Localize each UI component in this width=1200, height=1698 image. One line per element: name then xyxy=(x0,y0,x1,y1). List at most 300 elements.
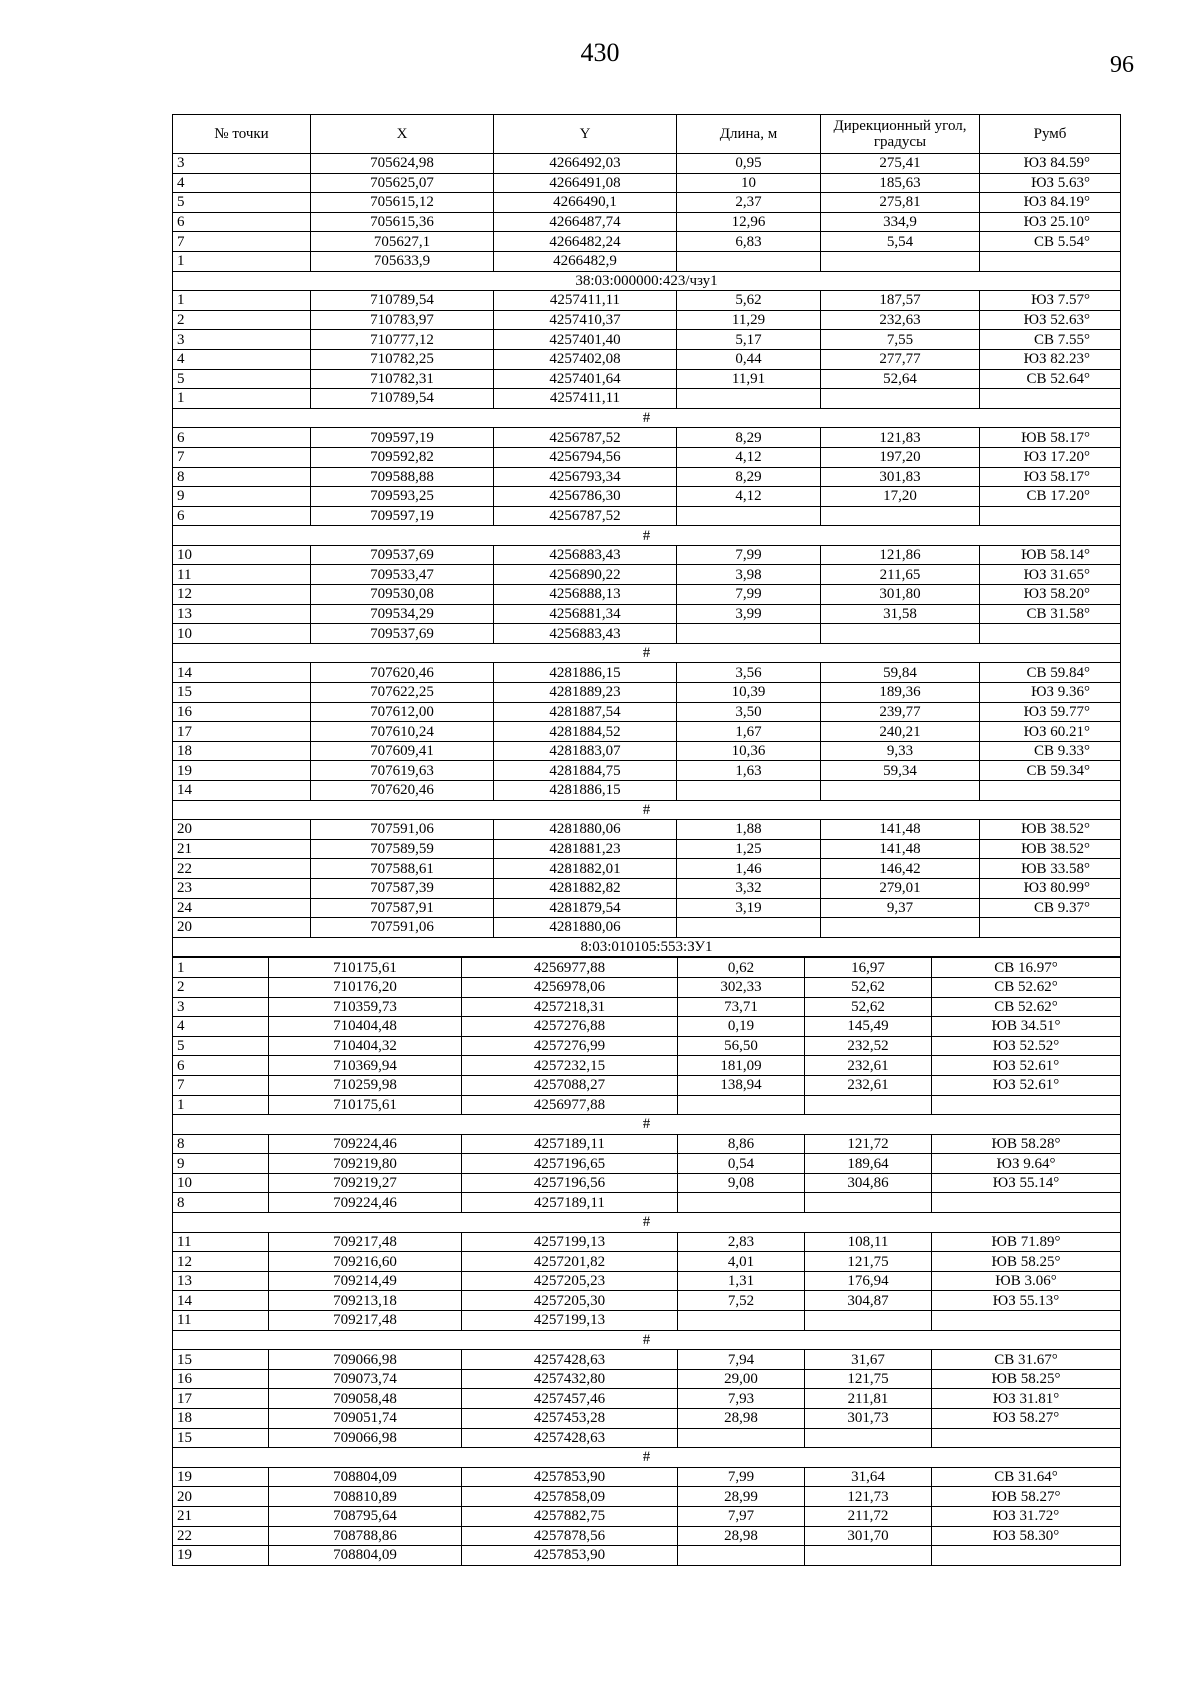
length-cell: 12,96 xyxy=(677,212,821,232)
length-cell: 3,19 xyxy=(677,898,821,918)
rumb-cell: ЮЗ 9.36° xyxy=(980,683,1121,703)
direction-angle-cell: 211,65 xyxy=(821,565,980,585)
rumb-cell: ЮЗ 52.52° xyxy=(932,1036,1121,1056)
rumb-cell: СВ 59.84° xyxy=(980,663,1121,683)
point-number-cell: 14 xyxy=(173,1291,269,1311)
x-coordinate-cell: 709066,98 xyxy=(269,1428,462,1448)
y-coordinate-cell: 4281882,82 xyxy=(494,878,677,898)
y-coordinate-cell: 4257088,27 xyxy=(462,1075,678,1095)
direction-angle-cell xyxy=(821,918,980,938)
point-number-cell: 4 xyxy=(173,1017,269,1037)
point-number-cell: 1 xyxy=(173,251,311,271)
point-number-cell: 19 xyxy=(173,761,311,781)
direction-angle-cell: 52,62 xyxy=(805,977,932,997)
rumb-cell: ЮЗ 82.23° xyxy=(980,349,1121,369)
rumb-cell: ЮЗ 59.77° xyxy=(980,702,1121,722)
point-number-cell: 16 xyxy=(173,1369,269,1389)
y-coordinate-cell: 4256787,52 xyxy=(494,506,677,526)
rumb-cell: ЮЗ 5.63° xyxy=(980,173,1121,193)
y-coordinate-cell: 4257401,40 xyxy=(494,330,677,350)
point-number-cell: 6 xyxy=(173,506,311,526)
length-cell: 11,29 xyxy=(677,310,821,330)
length-cell: 7,52 xyxy=(678,1291,805,1311)
rumb-cell: СВ 59.34° xyxy=(980,761,1121,781)
length-cell: 0,19 xyxy=(678,1017,805,1037)
direction-angle-cell: 301,73 xyxy=(805,1409,932,1429)
rumb-cell: ЮЗ 58.27° xyxy=(932,1409,1121,1429)
rumb-cell: ЮЗ 84.19° xyxy=(980,193,1121,213)
x-coordinate-cell: 709224,46 xyxy=(269,1134,462,1154)
rumb-cell: ЮВ 3.06° xyxy=(932,1271,1121,1291)
point-number-cell: 7 xyxy=(173,232,311,252)
point-number-cell: 22 xyxy=(173,859,311,879)
table-row xyxy=(173,761,1121,781)
y-coordinate-cell: 4266490,1 xyxy=(494,193,677,213)
direction-angle-cell: 31,64 xyxy=(805,1467,932,1487)
point-number-cell: 8 xyxy=(173,467,311,487)
section-label: # xyxy=(173,643,1121,663)
table-row xyxy=(173,1193,1121,1213)
x-coordinate-cell: 705625,07 xyxy=(311,173,494,193)
rumb-cell: СВ 52.62° xyxy=(932,977,1121,997)
y-coordinate-cell: 4257196,56 xyxy=(462,1173,678,1193)
point-number-cell: 12 xyxy=(173,585,311,605)
y-coordinate-cell: 4266492,03 xyxy=(494,154,677,174)
table-row xyxy=(173,193,1121,213)
length-cell: 7,99 xyxy=(677,545,821,565)
length-cell: 8,29 xyxy=(677,467,821,487)
y-coordinate-cell: 4257853,90 xyxy=(462,1467,678,1487)
table-row xyxy=(173,604,1121,624)
y-coordinate-cell: 4257205,23 xyxy=(462,1271,678,1291)
point-number-cell: 8 xyxy=(173,1193,269,1213)
y-coordinate-cell: 4257457,46 xyxy=(462,1389,678,1409)
y-coordinate-cell: 4257401,64 xyxy=(494,369,677,389)
rumb-cell: СВ 52.64° xyxy=(980,369,1121,389)
rumb-cell xyxy=(980,918,1121,938)
x-coordinate-cell: 709216,60 xyxy=(269,1252,462,1272)
table-row xyxy=(173,722,1121,742)
length-cell: 28,98 xyxy=(678,1526,805,1546)
point-number-cell: 24 xyxy=(173,898,311,918)
direction-angle-cell xyxy=(805,1311,932,1331)
table-row xyxy=(173,1056,1121,1076)
rumb-cell: ЮВ 58.28° xyxy=(932,1134,1121,1154)
direction-angle-cell: 145,49 xyxy=(805,1017,932,1037)
point-number-cell: 18 xyxy=(173,1409,269,1429)
direction-angle-cell: 301,83 xyxy=(821,467,980,487)
y-coordinate-cell: 4281880,06 xyxy=(494,918,677,938)
rumb-cell: ЮВ 58.17° xyxy=(980,428,1121,448)
point-number-cell: 22 xyxy=(173,1526,269,1546)
table-row xyxy=(173,898,1121,918)
length-cell xyxy=(677,918,821,938)
x-coordinate-cell: 705615,36 xyxy=(311,212,494,232)
point-number-cell: 7 xyxy=(173,447,311,467)
section-separator-row xyxy=(173,1330,1121,1350)
x-coordinate-cell: 710789,54 xyxy=(311,389,494,409)
point-number-cell: 17 xyxy=(173,1389,269,1409)
length-cell: 4,12 xyxy=(677,487,821,507)
x-coordinate-cell: 709213,18 xyxy=(269,1291,462,1311)
x-coordinate-cell: 710782,25 xyxy=(311,349,494,369)
y-coordinate-cell: 4257402,08 xyxy=(494,349,677,369)
x-coordinate-cell: 709593,25 xyxy=(311,487,494,507)
direction-angle-cell: 16,97 xyxy=(805,958,932,978)
table-row xyxy=(173,624,1121,644)
point-number-cell: 10 xyxy=(173,545,311,565)
y-coordinate-cell: 4257199,13 xyxy=(462,1232,678,1252)
length-cell: 4,01 xyxy=(678,1252,805,1272)
point-number-cell: 21 xyxy=(173,1506,269,1526)
direction-angle-cell: 275,41 xyxy=(821,154,980,174)
x-coordinate-cell: 709224,46 xyxy=(269,1193,462,1213)
length-cell: 7,99 xyxy=(677,585,821,605)
table-row xyxy=(173,291,1121,311)
x-coordinate-cell: 710176,20 xyxy=(269,977,462,997)
direction-angle-cell: 240,21 xyxy=(821,722,980,742)
length-cell: 5,17 xyxy=(677,330,821,350)
rumb-cell: ЮВ 58.14° xyxy=(980,545,1121,565)
direction-angle-cell: 304,86 xyxy=(805,1173,932,1193)
table-row xyxy=(173,1036,1121,1056)
length-cell: 10 xyxy=(677,173,821,193)
section-separator-row xyxy=(173,800,1121,820)
direction-angle-cell: 5,54 xyxy=(821,232,980,252)
table-row xyxy=(173,878,1121,898)
point-number-cell: 3 xyxy=(173,154,311,174)
header-y: Y xyxy=(494,115,677,154)
section-label: # xyxy=(173,408,1121,428)
point-number-cell: 6 xyxy=(173,212,311,232)
y-coordinate-cell: 4281882,01 xyxy=(494,859,677,879)
point-number-cell: 5 xyxy=(173,369,311,389)
length-cell: 56,50 xyxy=(678,1036,805,1056)
rumb-cell: СВ 31.67° xyxy=(932,1350,1121,1370)
length-cell: 6,83 xyxy=(677,232,821,252)
rumb-cell: ЮВ 71.89° xyxy=(932,1232,1121,1252)
x-coordinate-cell: 707620,46 xyxy=(311,663,494,683)
x-coordinate-cell: 710404,32 xyxy=(269,1036,462,1056)
rumb-cell: ЮЗ 80.99° xyxy=(980,878,1121,898)
y-coordinate-cell: 4257410,37 xyxy=(494,310,677,330)
length-cell: 4,12 xyxy=(677,447,821,467)
table-row xyxy=(173,1506,1121,1526)
page-number-center: 430 xyxy=(580,38,620,67)
direction-angle-cell: 31,67 xyxy=(805,1350,932,1370)
direction-angle-cell xyxy=(821,781,980,801)
direction-angle-cell: 176,94 xyxy=(805,1271,932,1291)
y-coordinate-cell: 4256883,43 xyxy=(494,545,677,565)
rumb-cell xyxy=(932,1428,1121,1448)
table-1-body xyxy=(173,154,1121,957)
x-coordinate-cell: 707588,61 xyxy=(311,859,494,879)
rumb-cell xyxy=(980,506,1121,526)
y-coordinate-cell: 4266487,74 xyxy=(494,212,677,232)
length-cell: 1,46 xyxy=(677,859,821,879)
x-coordinate-cell: 707622,25 xyxy=(311,683,494,703)
x-coordinate-cell: 705624,98 xyxy=(311,154,494,174)
rumb-cell: ЮЗ 58.30° xyxy=(932,1526,1121,1546)
table-row xyxy=(173,1350,1121,1370)
table-row xyxy=(173,859,1121,879)
length-cell xyxy=(678,1095,805,1115)
direction-angle-cell: 108,11 xyxy=(805,1232,932,1252)
direction-angle-cell: 232,61 xyxy=(805,1075,932,1095)
length-cell: 10,39 xyxy=(677,683,821,703)
table-row xyxy=(173,1389,1121,1409)
y-coordinate-cell: 4281884,75 xyxy=(494,761,677,781)
length-cell xyxy=(678,1428,805,1448)
y-coordinate-cell: 4281883,07 xyxy=(494,741,677,761)
x-coordinate-cell: 707612,00 xyxy=(311,702,494,722)
direction-angle-cell: 121,75 xyxy=(805,1369,932,1389)
y-coordinate-cell: 4256977,88 xyxy=(462,1095,678,1115)
y-coordinate-cell: 4266482,24 xyxy=(494,232,677,252)
rumb-cell: ЮЗ 84.59° xyxy=(980,154,1121,174)
table-row xyxy=(173,839,1121,859)
x-coordinate-cell: 709597,19 xyxy=(311,506,494,526)
y-coordinate-cell: 4257853,90 xyxy=(462,1546,678,1566)
point-number-cell: 6 xyxy=(173,1056,269,1076)
x-coordinate-cell: 710359,73 xyxy=(269,997,462,1017)
direction-angle-cell: 121,83 xyxy=(821,428,980,448)
length-cell: 138,94 xyxy=(678,1075,805,1095)
section-label: # xyxy=(173,1115,1121,1135)
table-row xyxy=(173,389,1121,409)
length-cell: 28,98 xyxy=(678,1409,805,1429)
rumb-cell xyxy=(932,1193,1121,1213)
length-cell: 2,37 xyxy=(677,193,821,213)
x-coordinate-cell: 709588,88 xyxy=(311,467,494,487)
table-row xyxy=(173,349,1121,369)
table-row xyxy=(173,1487,1121,1507)
direction-angle-cell: 121,72 xyxy=(805,1134,932,1154)
y-coordinate-cell: 4256786,30 xyxy=(494,487,677,507)
length-cell: 1,31 xyxy=(678,1271,805,1291)
length-cell: 28,99 xyxy=(678,1487,805,1507)
coordinates-table-1 xyxy=(172,114,1121,957)
direction-angle-cell: 146,42 xyxy=(821,859,980,879)
coordinates-sheet xyxy=(172,114,1120,1566)
length-cell: 7,93 xyxy=(678,1389,805,1409)
point-number-cell: 8 xyxy=(173,1134,269,1154)
y-coordinate-cell: 4257878,56 xyxy=(462,1526,678,1546)
x-coordinate-cell: 710259,98 xyxy=(269,1075,462,1095)
direction-angle-cell: 334,9 xyxy=(821,212,980,232)
length-cell: 1,25 xyxy=(677,839,821,859)
table-row xyxy=(173,1369,1121,1389)
direction-angle-cell: 232,61 xyxy=(805,1056,932,1076)
table-row xyxy=(173,997,1121,1017)
table-row xyxy=(173,1271,1121,1291)
x-coordinate-cell: 709051,74 xyxy=(269,1409,462,1429)
length-cell: 3,56 xyxy=(677,663,821,683)
table-row xyxy=(173,1173,1121,1193)
y-coordinate-cell: 4257189,11 xyxy=(462,1134,678,1154)
point-number-cell: 16 xyxy=(173,702,311,722)
length-cell: 5,62 xyxy=(677,291,821,311)
y-coordinate-cell: 4257196,65 xyxy=(462,1154,678,1174)
point-number-cell: 2 xyxy=(173,977,269,997)
length-cell: 10,36 xyxy=(677,741,821,761)
rumb-cell: СВ 31.64° xyxy=(932,1467,1121,1487)
direction-angle-cell: 141,48 xyxy=(821,820,980,840)
x-coordinate-cell: 707619,63 xyxy=(311,761,494,781)
table-row xyxy=(173,958,1121,978)
point-number-cell: 10 xyxy=(173,1173,269,1193)
length-cell: 9,08 xyxy=(678,1173,805,1193)
rumb-cell: ЮВ 33.58° xyxy=(980,859,1121,879)
length-cell: 7,99 xyxy=(678,1467,805,1487)
x-coordinate-cell: 708804,09 xyxy=(269,1467,462,1487)
y-coordinate-cell: 4257189,11 xyxy=(462,1193,678,1213)
length-cell xyxy=(678,1311,805,1331)
direction-angle-cell xyxy=(821,506,980,526)
point-number-cell: 20 xyxy=(173,918,311,938)
rumb-cell: ЮЗ 31.81° xyxy=(932,1389,1121,1409)
point-number-cell: 11 xyxy=(173,565,311,585)
y-coordinate-cell: 4256977,88 xyxy=(462,958,678,978)
section-label: # xyxy=(173,1448,1121,1468)
table-row xyxy=(173,565,1121,585)
y-coordinate-cell: 4257199,13 xyxy=(462,1311,678,1331)
y-coordinate-cell: 4266491,08 xyxy=(494,173,677,193)
table-row xyxy=(173,1017,1121,1037)
rumb-cell: СВ 5.54° xyxy=(980,232,1121,252)
direction-angle-cell xyxy=(821,624,980,644)
direction-angle-cell: 211,81 xyxy=(805,1389,932,1409)
length-cell: 73,71 xyxy=(678,997,805,1017)
x-coordinate-cell: 710782,31 xyxy=(311,369,494,389)
rumb-cell: ЮЗ 9.64° xyxy=(932,1154,1121,1174)
length-cell xyxy=(677,781,821,801)
section-separator-row xyxy=(173,1213,1121,1233)
length-cell xyxy=(677,506,821,526)
table-row xyxy=(173,506,1121,526)
table-row xyxy=(173,1291,1121,1311)
y-coordinate-cell: 4256978,06 xyxy=(462,977,678,997)
direction-angle-cell: 232,63 xyxy=(821,310,980,330)
length-cell: 0,44 xyxy=(677,349,821,369)
header-x: X xyxy=(311,115,494,154)
x-coordinate-cell: 709537,69 xyxy=(311,545,494,565)
length-cell: 3,98 xyxy=(677,565,821,585)
y-coordinate-cell: 4256881,34 xyxy=(494,604,677,624)
point-number-cell: 2 xyxy=(173,310,311,330)
rumb-cell xyxy=(980,251,1121,271)
y-coordinate-cell: 4266482,9 xyxy=(494,251,677,271)
section-separator-row xyxy=(173,271,1121,291)
direction-angle-cell: 52,62 xyxy=(805,997,932,1017)
point-number-cell: 3 xyxy=(173,330,311,350)
table-row xyxy=(173,1154,1121,1174)
x-coordinate-cell: 709537,69 xyxy=(311,624,494,644)
table-row xyxy=(173,310,1121,330)
direction-angle-cell: 275,81 xyxy=(821,193,980,213)
direction-angle-cell xyxy=(805,1546,932,1566)
y-coordinate-cell: 4257276,99 xyxy=(462,1036,678,1056)
direction-angle-cell: 59,84 xyxy=(821,663,980,683)
point-number-cell: 5 xyxy=(173,1036,269,1056)
length-cell xyxy=(677,389,821,409)
x-coordinate-cell: 708804,09 xyxy=(269,1546,462,1566)
header-angle: Дирекционный угол, градусы xyxy=(821,115,980,154)
direction-angle-cell: 301,70 xyxy=(805,1526,932,1546)
table-row xyxy=(173,330,1121,350)
table-row xyxy=(173,1409,1121,1429)
rumb-cell: СВ 9.37° xyxy=(980,898,1121,918)
table-2-body xyxy=(173,958,1121,1565)
direction-angle-cell: 301,80 xyxy=(821,585,980,605)
table-row xyxy=(173,702,1121,722)
x-coordinate-cell: 707587,39 xyxy=(311,878,494,898)
y-coordinate-cell: 4256883,43 xyxy=(494,624,677,644)
table-row xyxy=(173,232,1121,252)
y-coordinate-cell: 4256793,34 xyxy=(494,467,677,487)
x-coordinate-cell: 709533,47 xyxy=(311,565,494,585)
direction-angle-cell: 232,52 xyxy=(805,1036,932,1056)
point-number-cell: 1 xyxy=(173,1095,269,1115)
direction-angle-cell: 17,20 xyxy=(821,487,980,507)
y-coordinate-cell: 4257201,82 xyxy=(462,1252,678,1272)
point-number-cell: 1 xyxy=(173,389,311,409)
table-row xyxy=(173,977,1121,997)
x-coordinate-cell: 708788,86 xyxy=(269,1526,462,1546)
length-cell: 8,86 xyxy=(678,1134,805,1154)
rumb-cell: СВ 31.58° xyxy=(980,604,1121,624)
rumb-cell: ЮЗ 31.72° xyxy=(932,1506,1121,1526)
table-row xyxy=(173,918,1121,938)
x-coordinate-cell: 707620,46 xyxy=(311,781,494,801)
rumb-cell: ЮЗ 31.65° xyxy=(980,565,1121,585)
direction-angle-cell: 141,48 xyxy=(821,839,980,859)
rumb-cell: СВ 7.55° xyxy=(980,330,1121,350)
rumb-cell xyxy=(980,624,1121,644)
y-coordinate-cell: 4281879,54 xyxy=(494,898,677,918)
direction-angle-cell: 121,73 xyxy=(805,1487,932,1507)
point-number-cell: 19 xyxy=(173,1467,269,1487)
direction-angle-cell: 31,58 xyxy=(821,604,980,624)
x-coordinate-cell: 709219,27 xyxy=(269,1173,462,1193)
length-cell: 0,54 xyxy=(678,1154,805,1174)
rumb-cell xyxy=(932,1095,1121,1115)
direction-angle-cell xyxy=(805,1095,932,1115)
point-number-cell: 4 xyxy=(173,349,311,369)
length-cell: 7,94 xyxy=(678,1350,805,1370)
table-row xyxy=(173,1232,1121,1252)
section-label: # xyxy=(173,1213,1121,1233)
rumb-cell: ЮЗ 17.20° xyxy=(980,447,1121,467)
section-separator-row xyxy=(173,408,1121,428)
table-row xyxy=(173,781,1121,801)
point-number-cell: 1 xyxy=(173,958,269,978)
x-coordinate-cell: 705633,9 xyxy=(311,251,494,271)
point-number-cell: 15 xyxy=(173,1428,269,1448)
length-cell: 3,50 xyxy=(677,702,821,722)
y-coordinate-cell: 4257276,88 xyxy=(462,1017,678,1037)
direction-angle-cell: 7,55 xyxy=(821,330,980,350)
rumb-cell: ЮВ 38.52° xyxy=(980,839,1121,859)
table-row xyxy=(173,154,1121,174)
rumb-cell: ЮЗ 25.10° xyxy=(980,212,1121,232)
table-row xyxy=(173,545,1121,565)
y-coordinate-cell: 4281887,54 xyxy=(494,702,677,722)
y-coordinate-cell: 4257428,63 xyxy=(462,1428,678,1448)
table-row xyxy=(173,212,1121,232)
x-coordinate-cell: 710789,54 xyxy=(311,291,494,311)
direction-angle-cell: 185,63 xyxy=(821,173,980,193)
